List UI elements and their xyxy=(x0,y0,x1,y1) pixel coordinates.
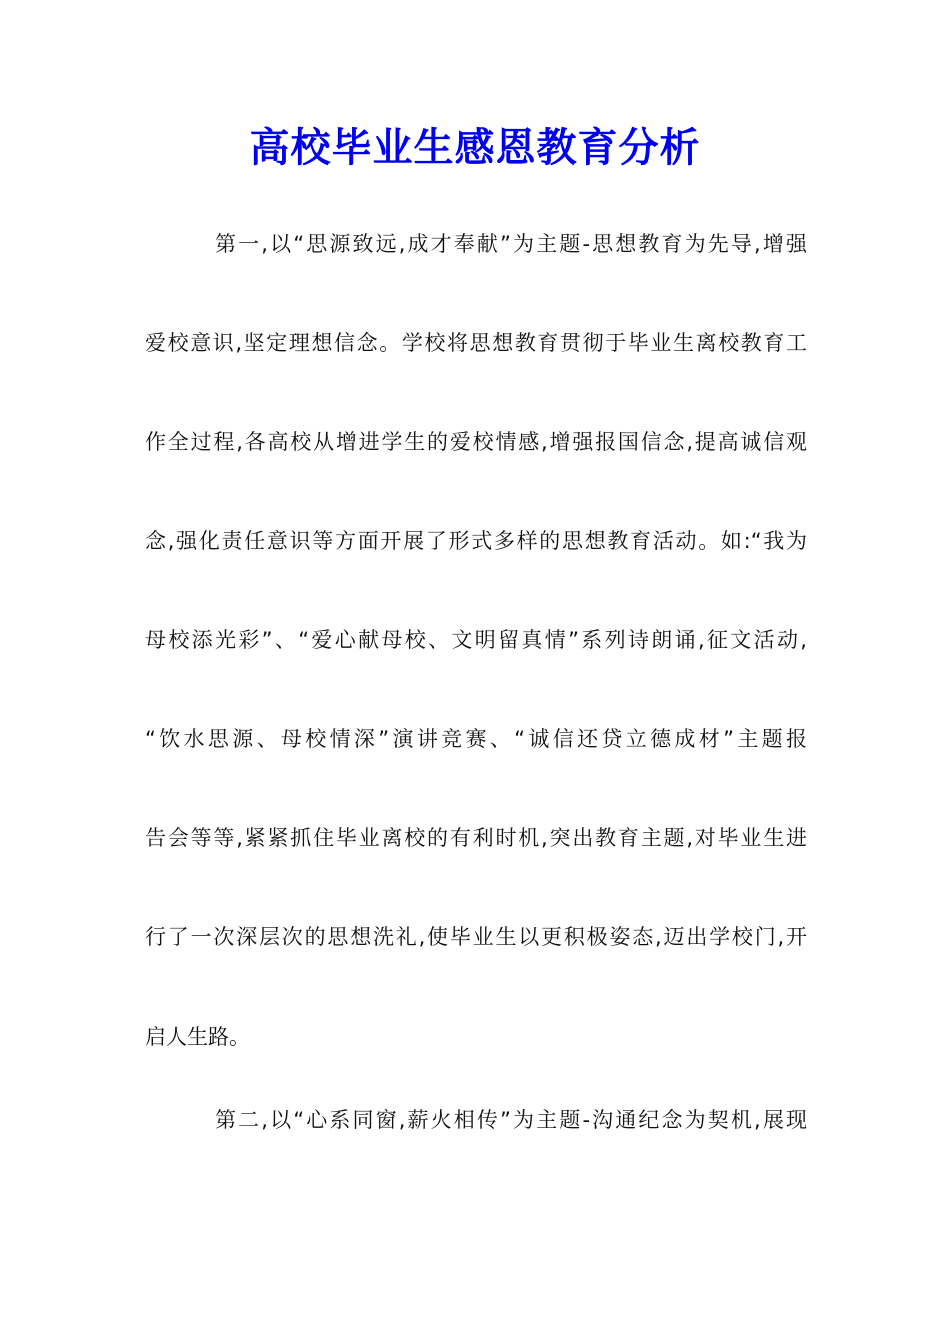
paragraph-1-line-6: “饮水思源、母校情深”演讲竞赛、“诚信还贷立德成材”主题报 xyxy=(145,727,807,751)
paragraph-1-line-2: 爱校意识,坚定理想信念。学校将思想教育贯彻于毕业生离校教育工 xyxy=(145,331,807,355)
paragraph-2-line-1: 第二,以“心系同窗,薪火相传”为主题-沟通纪念为契机,展现 xyxy=(215,1108,807,1132)
document-title: 高校毕业生感恩教育分析 xyxy=(249,124,701,171)
paragraph-1-line-7: 告会等等,紧紧抓住毕业离校的有利时机,突出教育主题,对毕业生进 xyxy=(145,826,807,850)
paragraph-1-line-4: 念,强化责任意识等方面开展了形式多样的思想教育活动。如:“我为 xyxy=(145,529,807,553)
paragraph-1-line-3: 作全过程,各高校从增进学生的爱校情感,增强报国信念,提高诚信观 xyxy=(145,430,807,454)
paragraph-1-line-5: 母校添光彩”、“爱心献母校、文明留真情”系列诗朗诵,征文活动, xyxy=(145,628,807,652)
paragraph-1-line-1: 第一,以“思源致远,成才奉献”为主题-思想教育为先导,增强 xyxy=(215,232,807,256)
paragraph-1-line-8: 行了一次深层次的思想洗礼,使毕业生以更积极姿态,迈出学校门,开 xyxy=(145,925,807,949)
paragraph-1-line-9: 启人生路。 xyxy=(145,1025,250,1049)
